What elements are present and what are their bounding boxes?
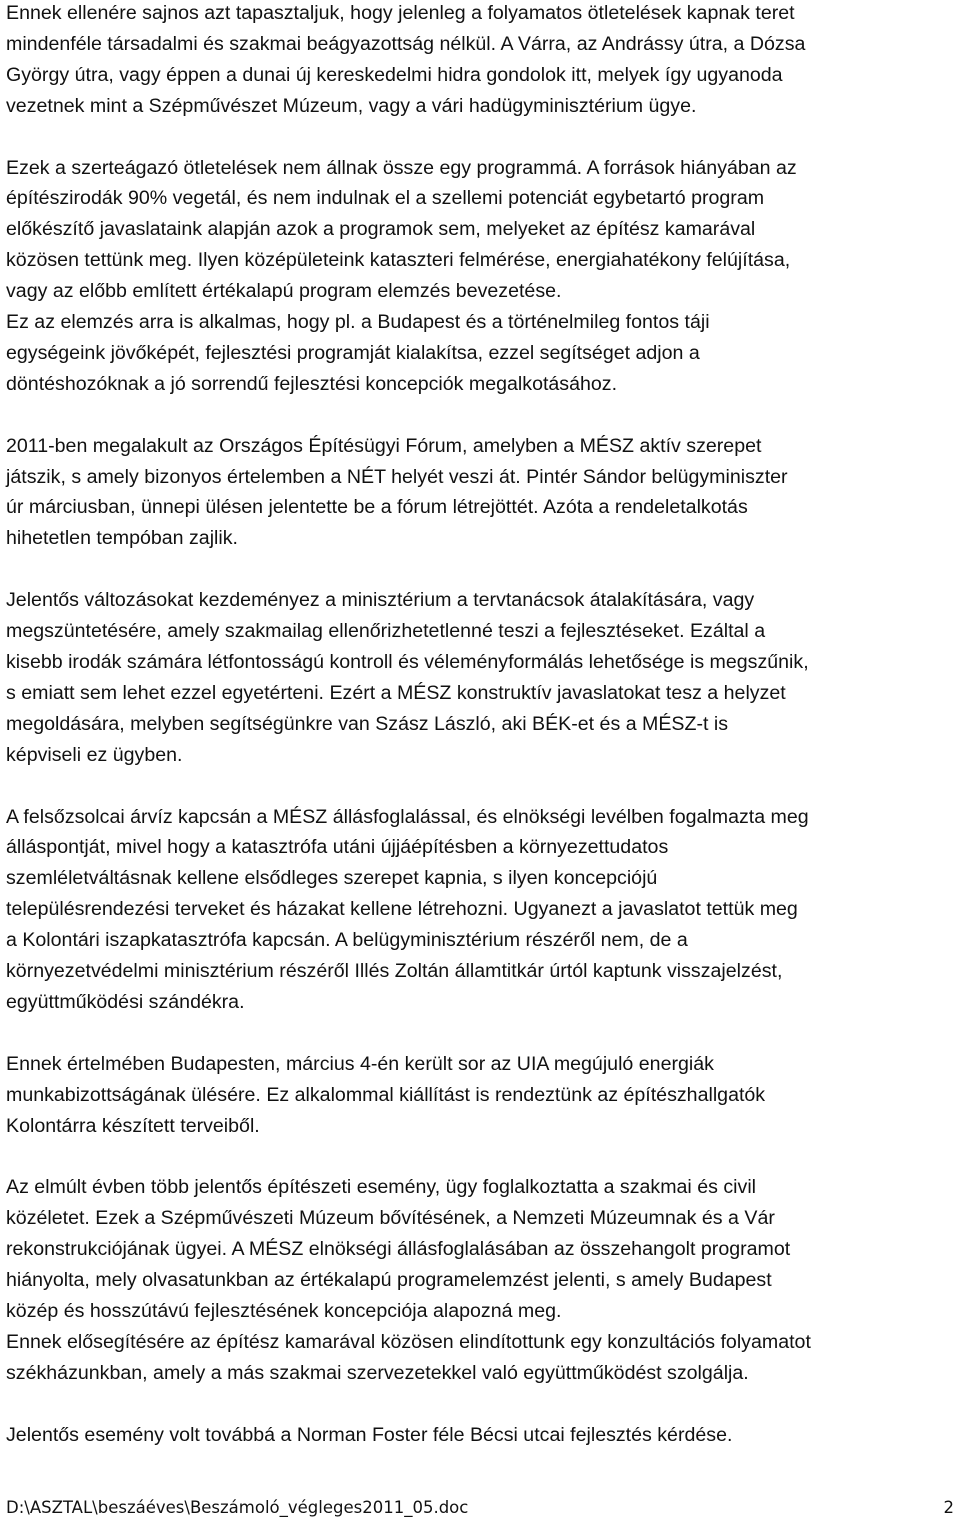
text-line: vagy az előbb említett értékalapú program elemzés bevezetése.: [6, 280, 562, 303]
text-line: szemléletváltásnak kellene elsődleges szerepet kapnia, s ilyen koncepciójú: [6, 867, 658, 890]
paragraph-8: [6, 1420, 960, 1451]
text-line: együttműködési szándékra.: [6, 990, 245, 1013]
page-footer: [6, 1494, 954, 1522]
text-line: Ennek elősegítésére az építész kamarával közösen elindítottunk egy konzultációs folyamatot: [6, 1330, 811, 1353]
paragraph-spacing: [6, 1018, 960, 1049]
footer-page-number: 2: [943, 1498, 954, 1517]
text-line: megszüntetésére, amely szakmailag ellenőrizhetetlenné teszi a fejlesztéseket. Ezáltal a: [6, 620, 766, 643]
paragraph-5: [6, 802, 960, 1018]
text-line: Ennek ellenére sajnos azt tapasztaljuk, hogy jelenleg a folyamatos ötletelések kapnak teret: [6, 2, 795, 24]
footer-file-path: D:\ASZTAL\beszáéves\Beszámoló_végleges2011_05.doc: [6, 1498, 469, 1517]
text-line: Ennek értelmében Budapesten, március 4-én került sor az UIA megújuló energiák: [6, 1052, 714, 1075]
text-line: közéletet. Ezek a Szépművészeti Múzeum bővítésének, a Nemzeti Múzeumnak és a Vár: [6, 1207, 775, 1230]
text-line: álláspontját, mivel hogy a katasztrófa utáni újjáépítésben a környezettudatos: [6, 836, 669, 859]
text-line: székházunkban, amely a más szakmai szervezetekkel való együttműködést szolgálja.: [6, 1361, 749, 1384]
text-line: Kolontárra készített terveiből.: [6, 1114, 260, 1137]
text-line: közép és hosszútávú fejlesztésének koncepciója alapozná meg.: [6, 1299, 562, 1322]
text-line: Jelentős esemény volt továbbá a Norman Foster féle Bécsi utcai fejlesztés kérdése.: [6, 1423, 733, 1446]
text-line: 2011-ben megalakult az Országos Építésügyi Fórum, amelyben a MÉSZ aktív szerepet: [6, 434, 762, 457]
text-line: játszik, s amely bizonyos értelemben a NÉT helyét veszi át. Pintér Sándor belügyminiszter: [6, 465, 788, 488]
paragraph-7: [6, 1172, 960, 1388]
text-line: A felsőzsolcai árvíz kapcsán a MÉSZ állásfoglalással, és elnökségi levélben fogalmazta meg: [6, 805, 809, 828]
text-line: megoldására, melyben segítségünkre van Szász László, aki BÉK-et és a MÉSZ-t is: [6, 712, 729, 735]
text-line: döntéshozóknak a jó sorrendű fejlesztési koncepciók megalkotásához.: [6, 372, 618, 395]
paragraph-3: [6, 431, 960, 555]
paragraph-2: [6, 153, 960, 400]
text-line: s emiatt sem lehet ezzel egyetérteni. Ezért a MÉSZ konstruktív javaslatokat tesz a helyzet: [6, 681, 786, 704]
text-line: építészirodák 90% vegetál, és nem indulnak el a szellemi potenciát egybetartó program: [6, 187, 765, 210]
text-line: kisebb irodák számára létfontosságú kontroll és véleményformálás lehetősége is megszűnik,: [6, 650, 809, 673]
text-line: hihetetlen tempóban zajlik.: [6, 527, 239, 550]
text-line: településrendezési terveket és házakat kellene létrehozni. Ugyanezt a javaslatot tettük meg: [6, 898, 798, 921]
text-line: a Kolontári iszapkatasztrófa kapcsán. A belügyminisztérium részéről nem, de a: [6, 929, 688, 952]
paragraph-spacing: [6, 400, 960, 431]
text-line: közösen tettünk meg. Ilyen középületeink kataszteri felmérése, energiahatékony felújítása,: [6, 249, 791, 272]
document-body: [6, 0, 960, 1450]
text-line: úr márciusban, ünnepi ülésen jelentette be a fórum létrejöttét. Azóta a rendeletalkotás: [6, 496, 748, 519]
text-line: képviseli ez ügyben.: [6, 743, 183, 766]
text-line: Ez az elemzés arra is alkalmas, hogy pl. a Budapest és a történelmileg fontos táji: [6, 311, 710, 334]
text-line: hiányolta, mely olvasatunkban az értékalapú programelemzést jelenti, s amely Budapest: [6, 1269, 772, 1292]
paragraph-spacing: [6, 554, 960, 585]
text-line: Az elmúlt évben több jelentős építészeti esemény, ügy foglalkoztatta a szakmai és civil: [6, 1176, 757, 1199]
text-line: vezetnek mint a Szépművészet Múzeum, vagy a vári hadügyminisztérium ügye.: [6, 94, 697, 117]
text-line: előkészítő javaslataink alapján azok a programok sem, melyeket az építész kamarával: [6, 218, 756, 241]
paragraph-spacing: [6, 1141, 960, 1172]
paragraph-1: [6, 0, 960, 122]
paragraph-spacing: [6, 122, 960, 153]
text-line: egységeink jövőképét, fejlesztési programját kialakítsa, ezzel segítséget adjon a: [6, 341, 700, 364]
text-line: rekonstrukciójának ügyei. A MÉSZ elnökségi állásfoglalásában az összehangolt programot: [6, 1238, 791, 1261]
text-line: Jelentős változásokat kezdeményez a minisztérium a tervtanácsok átalakítására, vagy: [6, 589, 755, 612]
text-line: mindenféle társadalmi és szakmai beágyazottság nélkül. A Várra, az Andrássy útra, a Dózsa: [6, 32, 806, 55]
paragraph-6: [6, 1049, 960, 1142]
text-line: munkabizottságának ülésére. Ez alkalommal kiállítást is rendeztünk az építészhallgatók: [6, 1083, 766, 1106]
text-line: Ezek a szerteágazó ötletelések nem állnak össze egy programmá. A források hiányában az: [6, 156, 797, 179]
paragraph-spacing: [6, 771, 960, 802]
paragraph-4: [6, 585, 960, 770]
text-line: György útra, vagy éppen a dunai új kereskedelmi hidra gondolok itt, melyek így ugyanoda: [6, 63, 783, 86]
text-line: környezetvédelmi minisztérium részéről Illés Zoltán államtitkár úrtól kaptunk visszajelzést,: [6, 960, 783, 983]
paragraph-spacing: [6, 1389, 960, 1420]
